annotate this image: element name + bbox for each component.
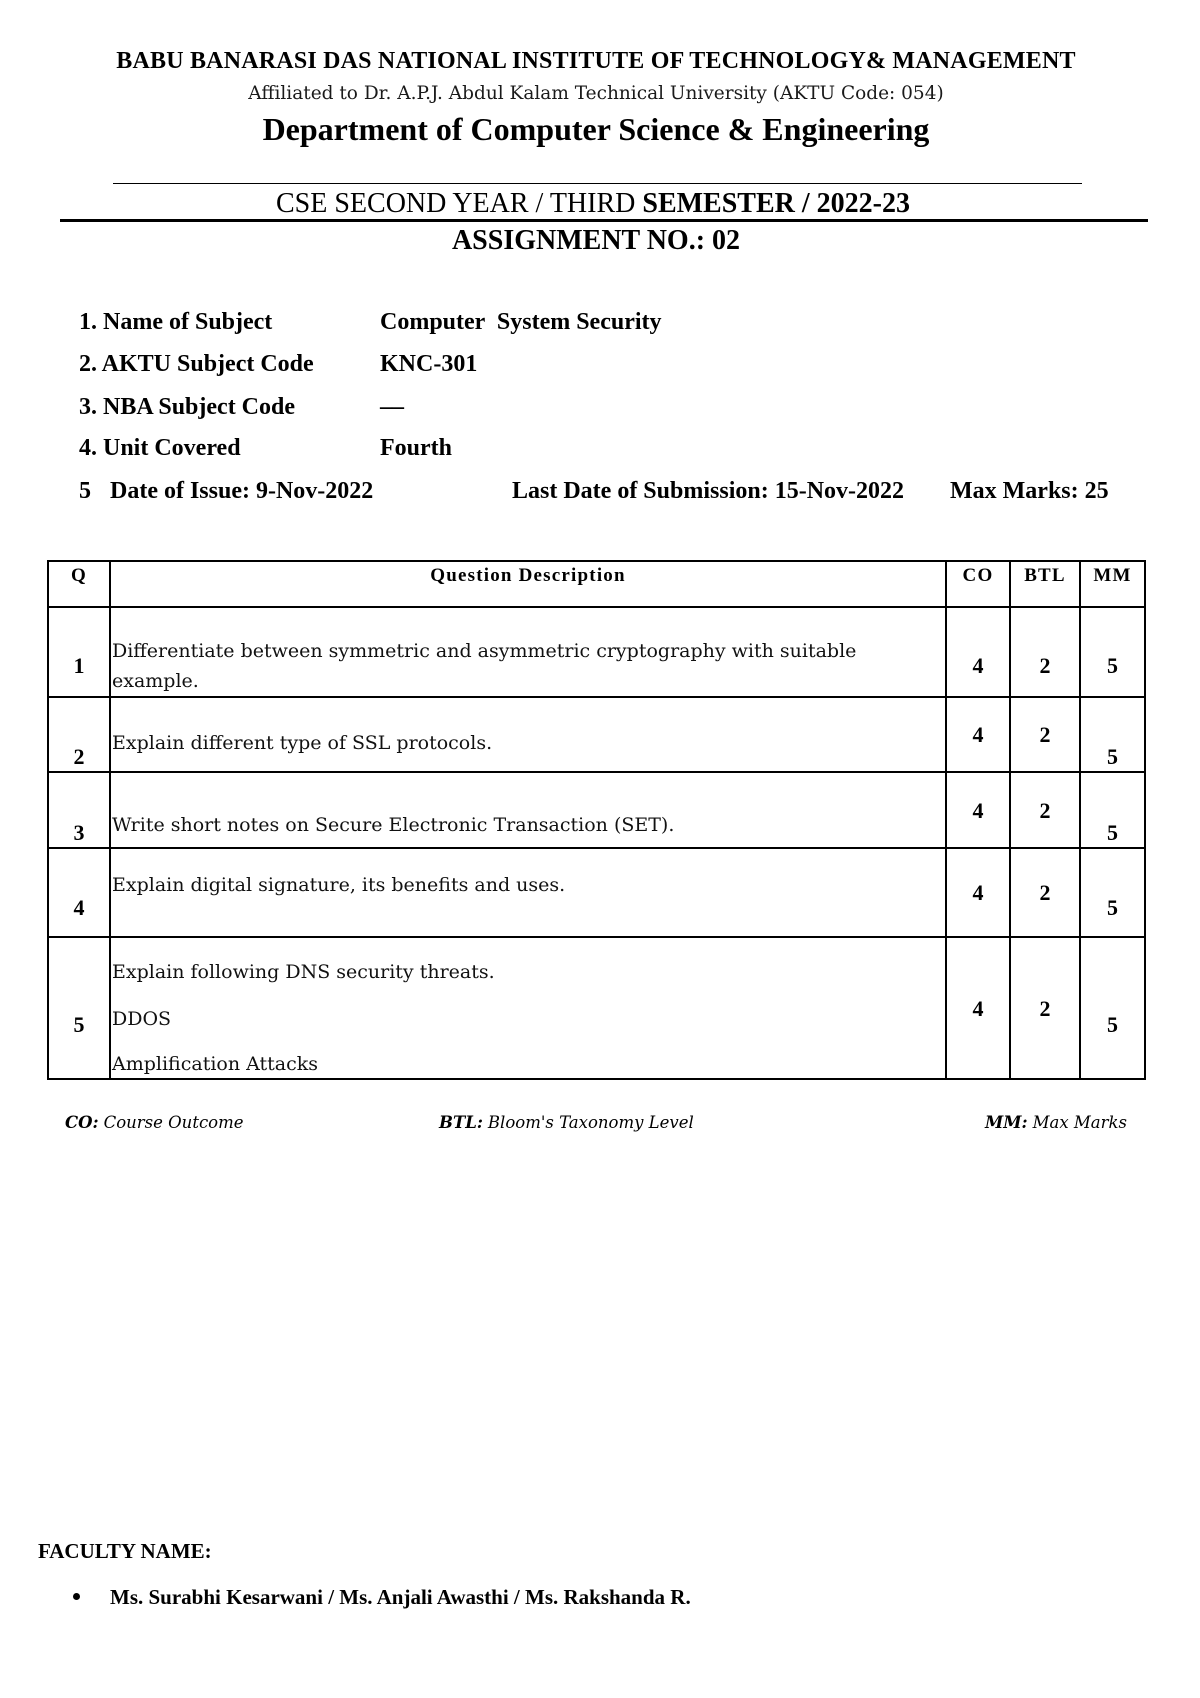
header-co-cell bbox=[946, 561, 1010, 607]
header-btl: BTL bbox=[1024, 565, 1066, 586]
class-semester-line bbox=[0, 188, 1186, 220]
max-marks: Max Marks: 25 bbox=[950, 478, 1109, 504]
question-number: 2 bbox=[73, 744, 85, 769]
btl-cell bbox=[1010, 772, 1080, 848]
date-of-issue: Date of Issue: 9-Nov-2022 bbox=[110, 478, 374, 504]
table-row bbox=[48, 848, 1145, 937]
mm-value: 5 bbox=[1107, 895, 1118, 920]
nba-code-value: –– bbox=[380, 394, 404, 420]
aktu-code-value: KNC-301 bbox=[380, 351, 478, 377]
question-number-cell bbox=[48, 848, 110, 937]
question-description-cell bbox=[110, 607, 946, 697]
question-description-cell bbox=[110, 697, 946, 772]
mm-value: 5 bbox=[1107, 820, 1118, 845]
faculty-heading: FACULTY NAME: bbox=[38, 1539, 212, 1563]
list-bullet-icon bbox=[73, 1593, 80, 1600]
semester-session-text: SEMESTER / 2022-23 bbox=[642, 188, 910, 219]
question-number-cell bbox=[48, 607, 110, 697]
co-cell bbox=[946, 697, 1010, 772]
legend-mm bbox=[985, 1112, 1127, 1134]
btl-value: 2 bbox=[1039, 653, 1051, 678]
co-value: 4 bbox=[972, 653, 984, 678]
table-row bbox=[48, 697, 1145, 772]
question-subitem: DDOS bbox=[112, 1008, 172, 1030]
institute-name: BABU BANARASI DAS NATIONAL INSTITUTE OF TECHNOLOGY& MANAGEMENT bbox=[116, 48, 1076, 74]
table-row bbox=[48, 607, 1145, 697]
header-co: CO bbox=[962, 565, 994, 586]
mm-value: 5 bbox=[1107, 653, 1118, 678]
question-text: Explain different type of SSL protocols. bbox=[112, 732, 493, 754]
btl-cell bbox=[1010, 697, 1080, 772]
legend-mm-key: MM: bbox=[985, 1113, 1028, 1132]
co-value: 4 bbox=[972, 996, 984, 1021]
legend-co-text: Course Outcome bbox=[103, 1113, 244, 1132]
affiliation-line: Affiliated to Dr. A.P.J. Abdul Kalam Technical University (AKTU Code: 054) bbox=[248, 83, 944, 104]
btl-value: 2 bbox=[1039, 722, 1051, 747]
btl-value: 2 bbox=[1039, 880, 1051, 905]
btl-cell bbox=[1010, 607, 1080, 697]
mm-cell bbox=[1080, 937, 1145, 1079]
question-text: Write short notes on Secure Electronic Transaction (SET). bbox=[112, 814, 675, 836]
question-number: 1 bbox=[73, 653, 85, 678]
header-divider bbox=[113, 183, 1082, 184]
question-text: Explain digital signature, its benefits and uses. bbox=[112, 874, 566, 896]
question-number-cell bbox=[48, 697, 110, 772]
header-description-cell bbox=[110, 561, 946, 607]
question-number: 3 bbox=[73, 820, 85, 845]
legend-mm-text: Max Marks bbox=[1032, 1113, 1127, 1132]
co-cell bbox=[946, 937, 1010, 1079]
btl-cell bbox=[1010, 848, 1080, 937]
co-cell bbox=[946, 607, 1010, 697]
last-date-of-submission: Last Date of Submission: 15-Nov-2022 bbox=[512, 478, 905, 504]
legend-btl-text: Bloom's Taxonomy Level bbox=[487, 1113, 694, 1132]
unit-covered-value: Fourth bbox=[380, 435, 452, 461]
co-cell bbox=[946, 772, 1010, 848]
legend-co-key: CO: bbox=[65, 1113, 99, 1132]
mm-cell bbox=[1080, 772, 1145, 848]
header-q: Q bbox=[71, 565, 87, 586]
mm-cell bbox=[1080, 848, 1145, 937]
legend-btl-key: BTL: bbox=[439, 1113, 483, 1132]
co-cell bbox=[946, 848, 1010, 937]
mm-value: 5 bbox=[1107, 1012, 1118, 1037]
question-description-cell bbox=[110, 848, 946, 937]
co-value: 4 bbox=[972, 798, 984, 823]
legend-co bbox=[65, 1112, 244, 1134]
co-value: 4 bbox=[972, 880, 984, 905]
class-year-text: CSE SECOND YEAR / THIRD bbox=[276, 188, 643, 219]
date-item-number: 5 bbox=[79, 478, 91, 504]
mm-cell bbox=[1080, 607, 1145, 697]
question-description-cell bbox=[110, 937, 946, 1079]
question-number: 5 bbox=[73, 1012, 85, 1037]
btl-cell bbox=[1010, 937, 1080, 1079]
mm-value: 5 bbox=[1107, 744, 1118, 769]
question-number-cell bbox=[48, 937, 110, 1079]
unit-covered-label: 4. Unit Covered bbox=[79, 435, 241, 461]
co-value: 4 bbox=[972, 722, 984, 747]
btl-value: 2 bbox=[1039, 996, 1051, 1021]
table-header-row bbox=[48, 561, 1145, 607]
subject-name-label: 1. Name of Subject bbox=[79, 309, 273, 335]
question-text: Explain following DNS security threats. bbox=[112, 961, 495, 983]
header-mm-cell bbox=[1080, 561, 1145, 607]
question-description-cell bbox=[110, 772, 946, 848]
legend-btl bbox=[439, 1112, 694, 1134]
header-q-cell bbox=[48, 561, 110, 607]
department-title: Department of Computer Science & Engineering bbox=[262, 111, 930, 147]
header-description: Question Description bbox=[430, 565, 626, 586]
aktu-code-label: 2. AKTU Subject Code bbox=[79, 351, 314, 377]
question-number: 4 bbox=[73, 895, 85, 920]
assignment-number: ASSIGNMENT NO.: 02 bbox=[451, 225, 741, 256]
btl-value: 2 bbox=[1039, 798, 1051, 823]
questions-table bbox=[47, 560, 1146, 1080]
mm-cell bbox=[1080, 697, 1145, 772]
header-mm: MM bbox=[1093, 565, 1132, 586]
header-btl-cell bbox=[1010, 561, 1080, 607]
question-text: Differentiate between symmetric and asymmetric cryptography with suitable example. bbox=[112, 640, 857, 692]
thick-divider bbox=[60, 219, 1148, 222]
question-subitem: Amplification Attacks bbox=[112, 1053, 319, 1075]
faculty-names: Ms. Surabhi Kesarwani / Ms. Anjali Awasthi / Ms. Rakshanda R. bbox=[110, 1585, 691, 1609]
table-row bbox=[48, 772, 1145, 848]
nba-code-label: 3. NBA Subject Code bbox=[79, 394, 296, 420]
subject-name-value: Computer System Security bbox=[380, 309, 662, 335]
table-row bbox=[48, 937, 1145, 1079]
question-number-cell bbox=[48, 772, 110, 848]
